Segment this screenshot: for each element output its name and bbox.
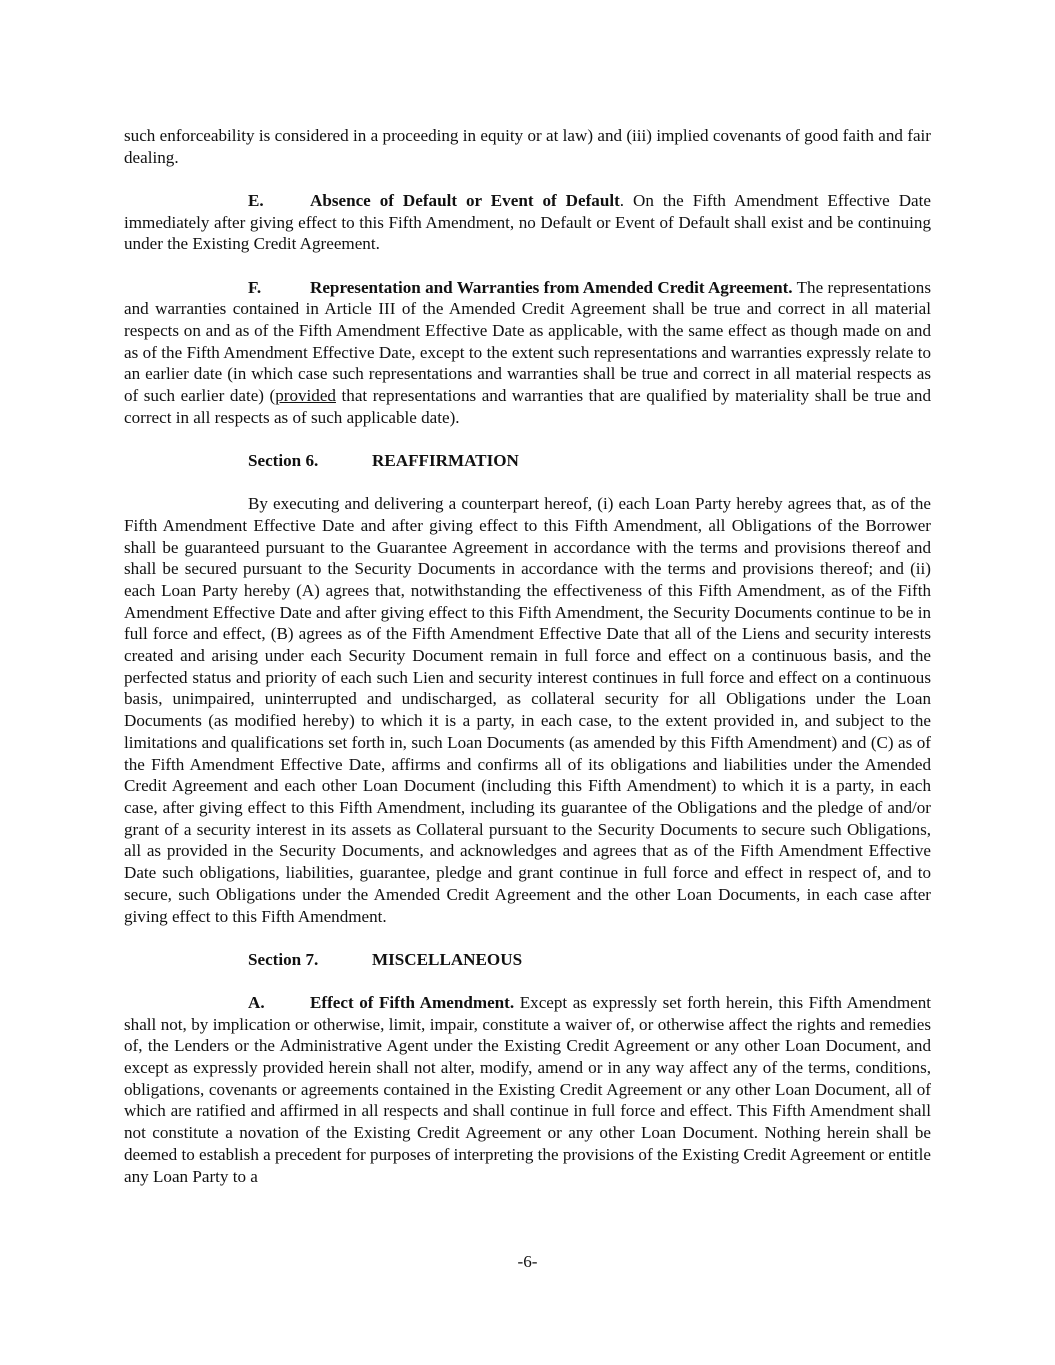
section-7-title: MISCELLANEOUS: [372, 949, 523, 969]
section-6-number: Section 6.: [248, 450, 319, 470]
page-number: -6-: [517, 1252, 538, 1271]
document-page: [124, 125, 931, 1209]
paragraph-intro: such enforceability is considered in a proceeding in equity or at law) and (iii) implied covenants of good faith and fair dealing.: [124, 126, 931, 167]
text-a: Except as expressly set forth herein, this Fifth Amendment shall not, by implication or otherwise, limit, impair, constitute a waiver of, or otherwise affect the rights and remedies of, the Lenders or the Administrative Agent under the Existing Credit Agreement or any other Loan Document, and except as expressly provided herein shall not alter, modify, amend or in any way affect any of the terms, conditions, obligations, covenants or agreements contained in the Existing Credit Agreement or any other Loan Document, all of which are ratified and affirmed in all respects and shall continue in full force and effect. This Fifth Amendment shall not constitute a novation of the Existing Credit Agreement or any other Loan Document. Nothing herein shall be deemed to establish a precedent for purposes of interpreting the provisions of the Existing Credit Agreement or entitle any Loan Party to a: [124, 992, 931, 1186]
text-f-1: The representations and warranties contained in Article III of the Amended Credit Agreement shall be true and correct in all material respects on and as of the Fifth Amendment Effective Date as applicable, with the same effect as though made on and as of the Fifth Amendment Effective Date, except to the extent such representations and warranties expressly relate to an earlier date (in which case such representations and warranties shall be true and correct in all material respects as of such earlier date) (: [124, 277, 931, 406]
label-a: A.: [248, 992, 265, 1012]
heading-e: Absence of Default or Event of Default: [310, 190, 620, 210]
paragraph-f: [124, 277, 931, 429]
section-6-title: REAFFIRMATION: [372, 450, 519, 470]
paragraph-section-6: By executing and delivering a counterpart hereof, (i) each Loan Party hereby agrees that, as of the Fifth Amendment Effective Date and after giving effect to this Fifth Amendment, all Obligations of the Borrower shall be guaranteed pursuant to the Guarantee Agreement in accordance with the terms and provisions thereof and shall be secured pursuant to the Security Documents in accordance with the terms and provisions thereof; and (ii) each Loan Party hereby (A) agrees that, notwithstanding the effectiveness of this Fifth Amendment, as of the Fifth Amendment Effective Date and after giving effect to this Fifth Amendment, the Security Documents continue to be in full force and effect, (B) agrees as of the Fifth Amendment Effective Date that all of the Liens and security interests created and arising under each Security Document remain in full force and effect on a continuous basis, and the perfected status and priority of each such Lien and security interest continues in full force and effect on a continuous basis, unimpaired, uninterrupted and undischarged, as collateral security for all Obligations under the Loan Documents (as modified hereby) to which it is a party, in each case, to the extent provided in, and subject to the limitations and qualifications set forth in, such Loan Documents (as amended by this Fifth Amendment) and (C) as of the Fifth Amendment Effective Date, affirms and confirms all of its obligations and liabilities under the Amended Credit Agreement and each other Loan Document (including this Fifth Amendment) to which it is a party, in each case, after giving effect to this Fifth Amendment, including its guarantee of the Obligations and the pledge of and/or grant of a security interest in its assets as Collateral pursuant to the Security Documents to secure such Obligations, all as provided in the Security Documents, and acknowledges and agrees that as of the Fifth Amendment Effective Date such obligations, liabilities, guarantee, pledge and grant continue in full force and effect in respect of, and to secure, such Obligations under the Amended Credit Agreement and the other Loan Documents, in each case after giving effect to this Fifth Amendment.: [124, 494, 931, 926]
paragraph-a: [124, 992, 931, 1187]
paragraph-e: [124, 190, 931, 255]
heading-f: Representation and Warranties from Amended Credit Agreement.: [310, 277, 793, 297]
section-7-heading: [124, 949, 931, 971]
section-7-number: Section 7.: [248, 949, 319, 969]
section-6-heading: [124, 450, 931, 472]
text-f-provided: provided: [275, 386, 336, 406]
text-f-2: that representations and warranties that are qualified by materiality shall be true and correct in all respects as of such applicable date).: [124, 386, 931, 427]
label-e: E.: [248, 190, 264, 210]
heading-a: Effect of Fifth Amendment.: [310, 992, 515, 1012]
label-f: F.: [248, 277, 262, 297]
text-e: . On the Fifth Amendment Effective Date immediately after giving effect to this Fifth Amendment, no Default or Event of Default shall exist and be continuing under the Existing Credit Agreement.: [124, 190, 931, 254]
